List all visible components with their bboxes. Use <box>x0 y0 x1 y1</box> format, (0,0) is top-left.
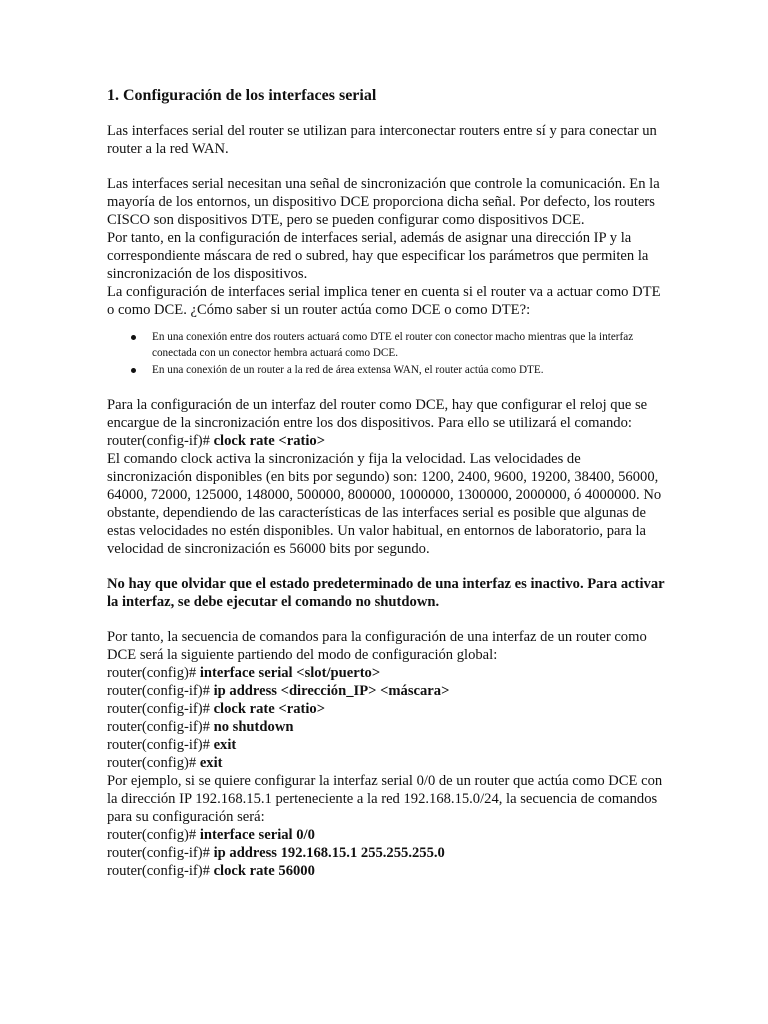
dte-dce-paragraph: La configuración de interfaces serial implica tener en cuenta si el router va a actuar como DTE o como DCE. ¿Cómo saber si un router actúa como DCE o como DTE?: <box>107 284 661 318</box>
section-heading: 1. Configuración de los interfaces serial <box>107 87 377 104</box>
command-text: ip address 192.168.15.1 255.255.255.0 <box>213 845 445 861</box>
command-sequence <box>107 664 667 772</box>
command-prompt: router(config-if)# <box>107 845 210 861</box>
sequence-intro-paragraph: Por tanto, la secuencia de comandos para la configuración de una interfaz de un router como DCE será la siguiente partiendo del modo de configuración global: <box>107 629 647 663</box>
command-prompt: router(config)# <box>107 755 197 771</box>
document-page <box>107 86 667 880</box>
command-prompt: router(config)# <box>107 827 197 843</box>
bullet-list <box>107 329 667 378</box>
command-line <box>107 432 667 450</box>
command-text: clock rate <ratio> <box>213 701 326 717</box>
command-text: ip address <dirección_IP> <máscara> <box>213 683 450 699</box>
clock-intro-paragraph: Para la configuración de un interfaz del router como DCE, hay que configurar el reloj que se encargue de la sincronización entre los dos dispositivos. Para ello se utilizará el comando: <box>107 397 648 431</box>
command-prompt: router(config)# <box>107 665 197 681</box>
command-line <box>107 862 667 880</box>
command-line <box>107 844 667 862</box>
shutdown-note: No hay que olvidar que el estado predeterminado de una interfaz es inactivo. Para activar la interfaz, se debe ejecutar el comando no shutdown. <box>107 576 665 610</box>
command-text: clock rate 56000 <box>213 863 315 879</box>
example-sequence <box>107 826 667 880</box>
bullet-text: En una conexión de un router a la red de área extensa WAN, el router actúa como DTE. <box>152 364 544 376</box>
list-item <box>107 362 667 378</box>
list-item <box>107 329 667 361</box>
command-prompt: router(config-if)# <box>107 683 210 699</box>
command-line <box>107 736 667 754</box>
command-text: interface serial 0/0 <box>199 827 315 843</box>
config-paragraph: Por tanto, en la configuración de interfaces serial, además de asignar una dirección IP y la correspondiente máscara de red o subred, hay que especificar los parámetros que permiten la sincronización de los dispositivos. <box>107 230 649 282</box>
command-text: clock rate <ratio> <box>213 433 326 449</box>
bullet-icon <box>131 335 136 340</box>
intro-paragraph: Las interfaces serial del router se utilizan para interconectar routers entre sí y para conectar un router a la red WAN. <box>107 123 657 157</box>
command-text: no shutdown <box>213 719 294 735</box>
command-prompt: router(config-if)# <box>107 863 210 879</box>
command-prompt: router(config-if)# <box>107 737 210 753</box>
bullet-text: En una conexión entre dos routers actuará como DTE el router con conector macho mientras que la interfaz conectada con un conector hembra actuará como DCE. <box>152 331 634 359</box>
clock-rates-paragraph: El comando clock activa la sincronización y fija la velocidad. Las velocidades de sincronización disponibles (en bits por segundo) son: 1200, 2400, 9600, 19200, 38400, 56000, 64000, 72000, 125000, 148000, 500000, 800000, 1000000, 1300000, 2000000, ó 4000000. No obstante, dependiendo de las características de las interfaces serial es posible que algunas de estas velocidades no estén disponibles. Un valor habitual, en entornos de laboratorio, para la velocidad de sincronización es 56000 bits por segundo. <box>107 451 662 557</box>
command-line <box>107 826 667 844</box>
command-line <box>107 754 667 772</box>
example-intro-paragraph: Por ejemplo, si se quiere configurar la interfaz serial 0/0 de un router que actúa como DCE con la dirección IP 192.168.15.1 perteneciente a la red 192.168.15.0/24, la secuencia de comandos para su configuración será: <box>107 773 663 825</box>
command-line <box>107 700 667 718</box>
command-text: exit <box>213 737 237 753</box>
command-prompt: router(config-if)# <box>107 433 210 449</box>
command-line <box>107 664 667 682</box>
command-line <box>107 718 667 736</box>
sync-paragraph: Las interfaces serial necesitan una señal de sincronización que controle la comunicación. En la mayoría de los entornos, un dispositivo DCE proporciona dicha señal. Por defecto, los routers CISCO son dispositivos DTE, pero se pueden configurar como dispositivos DCE. <box>107 176 660 228</box>
command-prompt: router(config-if)# <box>107 719 210 735</box>
command-line <box>107 682 667 700</box>
command-prompt: router(config-if)# <box>107 701 210 717</box>
command-text: interface serial <slot/puerto> <box>199 665 381 681</box>
command-text: exit <box>199 755 223 771</box>
bullet-icon <box>131 368 136 373</box>
